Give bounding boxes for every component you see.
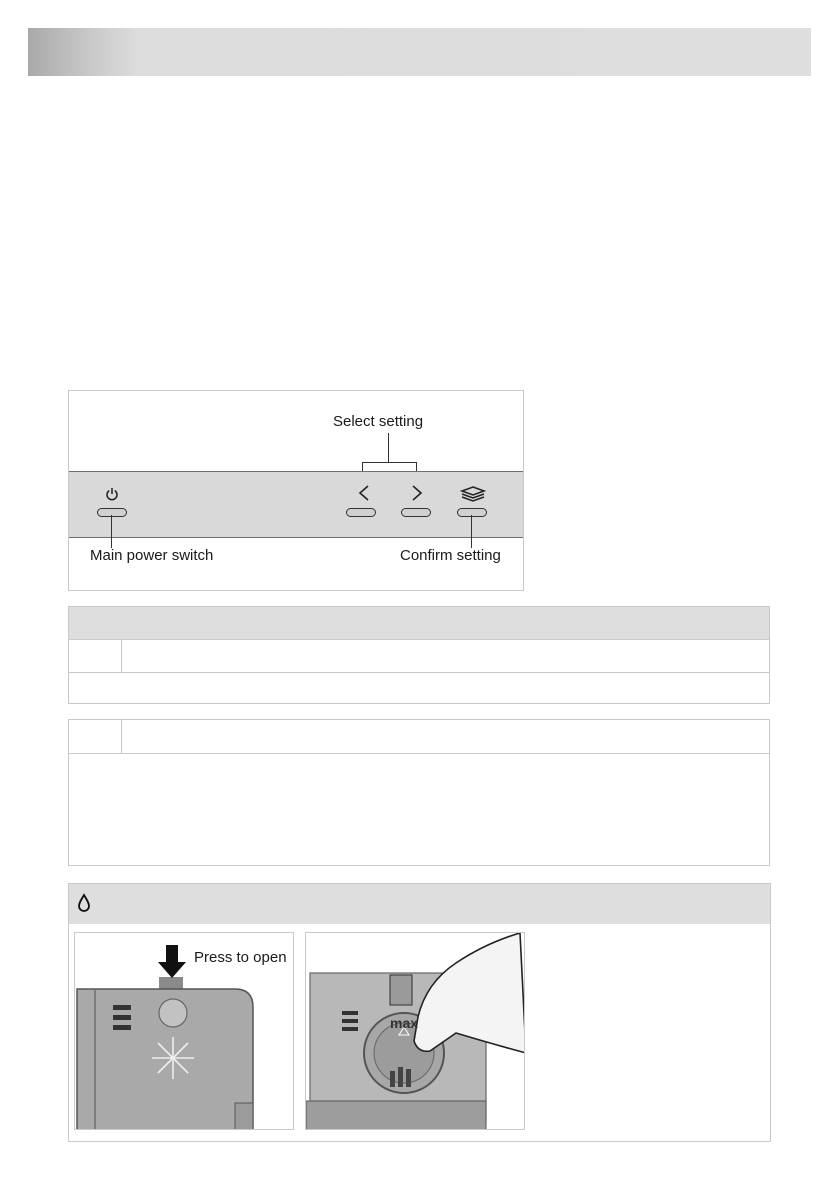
main-power-switch-label: Main power switch [90, 547, 214, 564]
dispenser-filling-illustration [306, 933, 525, 1130]
info-table-1 [68, 606, 770, 704]
select-previous-key[interactable] [346, 508, 376, 517]
dispenser-closed-photo [74, 932, 294, 1130]
select-next-key[interactable] [401, 508, 431, 517]
info-table-1-row [69, 639, 769, 673]
press-to-open-label: Press to open [194, 949, 287, 966]
dispenser-filling-photo [305, 932, 525, 1130]
info-table-1-index-cell [69, 639, 122, 672]
chevron-right-icon [410, 484, 424, 502]
info-table-2-index-cell [69, 720, 122, 753]
select-setting-label: Select setting [333, 413, 424, 430]
drop-icon [77, 893, 91, 913]
info-table-1-header [69, 607, 769, 640]
confirm-leader [471, 515, 472, 548]
info-table-2-row [69, 720, 769, 754]
info-table-2 [68, 719, 770, 866]
rinse-aid-header [69, 884, 770, 924]
chevron-left-icon [357, 484, 371, 502]
power-icon [105, 487, 119, 501]
max-marker-label: max [390, 1015, 419, 1031]
main-power-leader [111, 515, 112, 548]
control-panel-strip [69, 471, 523, 538]
control-panel-figure [68, 390, 524, 591]
layers-icon [460, 486, 486, 502]
section-header-bar [28, 28, 811, 76]
rinse-aid-section [68, 883, 771, 1142]
confirm-setting-label: Confirm setting [400, 547, 501, 564]
arrow-down-icon [157, 945, 187, 979]
select-bracket-bar [362, 462, 417, 463]
select-bracket-stem [388, 433, 389, 463]
